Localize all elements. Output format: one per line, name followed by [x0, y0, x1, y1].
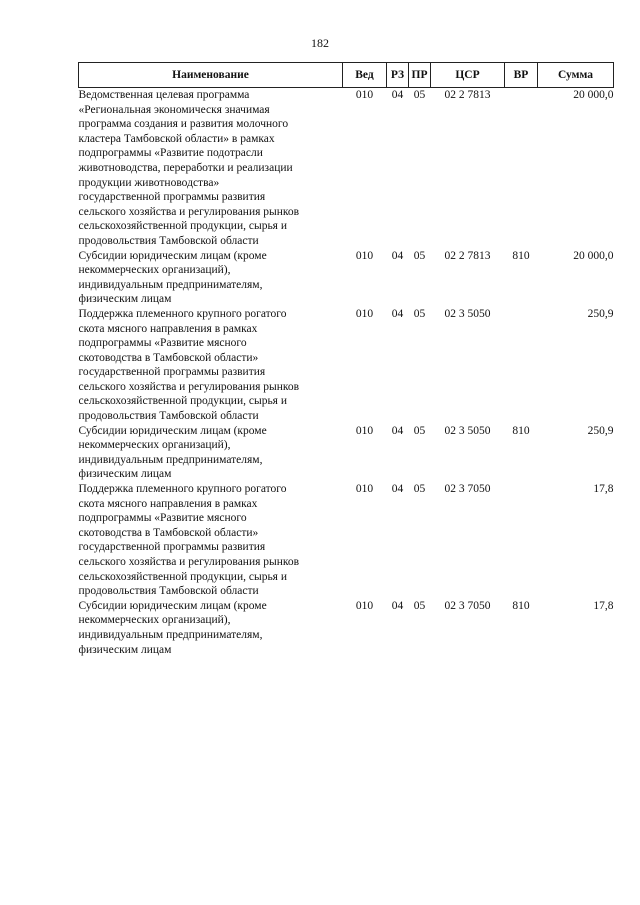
- row-name-line: скотоводства в Тамбовской области»: [78, 351, 259, 364]
- row-name-line: Субсидии юридическим лицам (кроме: [78, 599, 267, 612]
- row-name-cell: [79, 307, 343, 424]
- row-name-line: государственной программы развития: [78, 541, 266, 554]
- row-name-line: сельского хозяйства и регулирования рынков: [78, 205, 300, 218]
- row-name-line: индивидуальным предпринимателям,: [78, 628, 263, 641]
- row-vr-cell: [505, 88, 538, 249]
- row-sum-cell: 20 000,0: [573, 249, 614, 262]
- row-name-line: некоммерческих организаций),: [78, 264, 231, 277]
- budget-table: [78, 62, 614, 657]
- row-name-line: подпрограммы «Развитие мясного: [78, 337, 247, 350]
- row-ved-cell: 010: [355, 424, 374, 437]
- row-sum-cell: 17,8: [593, 599, 614, 612]
- row-rz-cell: 04: [391, 89, 404, 101]
- row-pr-cell: 05: [413, 424, 426, 437]
- row-csr-cell: 02 2 7813: [444, 249, 491, 262]
- table-row: [79, 424, 614, 482]
- row-sum-cell: 20 000,0: [573, 89, 614, 101]
- row-vr-cell: 810: [512, 424, 530, 437]
- row-name-line: некоммерческих организаций),: [78, 614, 231, 627]
- row-pr-cell: 05: [413, 307, 426, 320]
- row-name-line: сельского хозяйства и регулирования рынков: [78, 380, 300, 393]
- row-csr-cell: 02 3 7050: [444, 599, 491, 612]
- row-csr-cell: 02 2 7813: [444, 89, 491, 101]
- row-name-line: подпрограммы «Развитие мясного: [78, 512, 247, 525]
- row-rz-cell: 04: [391, 483, 404, 496]
- row-name-line: продовольствия Тамбовской области: [78, 585, 259, 598]
- row-sum-cell: 17,8: [593, 483, 614, 496]
- row-name-line: индивидуальным предпринимателям,: [78, 453, 263, 466]
- row-name-line: скотоводства в Тамбовской области»: [78, 526, 259, 539]
- row-ved-cell: 010: [355, 249, 374, 262]
- row-name-line: индивидуальным предпринимателям,: [78, 278, 263, 291]
- row-name-line: физическим лицам: [78, 293, 172, 306]
- table-row: [79, 599, 614, 657]
- row-ved-cell: 010: [355, 599, 374, 612]
- row-ved-cell: 010: [355, 307, 374, 320]
- row-name-line: Поддержка племенного крупного рогатого: [78, 483, 287, 496]
- row-name-line: подпрограммы «Развитие подотрасли: [78, 147, 263, 160]
- row-ved-cell: 010: [355, 89, 374, 101]
- row-pr-cell: 05: [413, 599, 426, 612]
- row-vr-cell: 810: [512, 599, 530, 612]
- row-vr-cell: [505, 482, 538, 599]
- row-name-line: продукции животноводства»: [78, 176, 220, 189]
- row-name-line: скота мясного направления в рамках: [78, 497, 258, 510]
- row-name-line: сельскохозяйственной продукции, сырья и: [78, 570, 288, 583]
- row-ved-cell: 010: [355, 483, 374, 496]
- row-rz-cell: 04: [391, 249, 404, 262]
- row-name-line: продовольствия Тамбовской области: [78, 410, 259, 423]
- row-rz-cell: 04: [391, 307, 404, 320]
- row-pr-cell: 05: [413, 89, 426, 101]
- row-pr-cell: 05: [413, 483, 426, 496]
- row-csr-cell: 02 3 5050: [444, 307, 491, 320]
- header-vr: ВР: [505, 63, 538, 88]
- row-name-line: некоммерческих организаций),: [78, 439, 231, 452]
- row-name-line: сельскохозяйственной продукции, сырья и: [78, 220, 288, 233]
- row-name-line: скота мясного направления в рамках: [78, 322, 258, 335]
- row-csr-cell: 02 3 5050: [444, 424, 491, 437]
- row-name-line: физическим лицам: [78, 468, 172, 481]
- row-name-line: Субсидии юридическим лицам (кроме: [78, 249, 267, 262]
- row-name-line: государственной программы развития: [78, 366, 266, 379]
- row-name-line: физическим лицам: [78, 643, 172, 656]
- row-vr-cell: [505, 307, 538, 424]
- row-name-cell: [79, 424, 343, 482]
- row-rz-cell: 04: [391, 599, 404, 612]
- row-name-line: сельскохозяйственной продукции, сырья и: [78, 395, 288, 408]
- row-name-cell: [79, 482, 343, 599]
- table-body: [79, 88, 614, 658]
- row-name-line: животноводства, переработки и реализации: [78, 161, 293, 174]
- row-name-line: Субсидии юридическим лицам (кроме: [78, 424, 267, 437]
- header-ved: Вед: [343, 63, 387, 88]
- row-vr-cell: 810: [512, 249, 530, 262]
- row-name-line: кластера Тамбовской области» в рамках: [78, 132, 275, 145]
- table-row: [79, 88, 614, 249]
- row-name-line: сельского хозяйства и регулирования рынков: [78, 556, 300, 568]
- row-sum-cell: 250,9: [587, 307, 614, 320]
- row-name-cell: [79, 249, 343, 307]
- row-name-line: Поддержка племенного крупного рогатого: [78, 307, 287, 320]
- table-row: [79, 482, 614, 599]
- header-name: Наименование: [79, 63, 343, 88]
- row-name-line: государственной программы развития: [78, 191, 266, 204]
- row-name-cell: [79, 88, 343, 249]
- page-number: 182: [311, 36, 329, 50]
- row-csr-cell: 02 3 7050: [444, 483, 491, 496]
- table-row: [79, 307, 614, 424]
- table-row: [79, 249, 614, 307]
- row-name-line: «Региональная экономическя значимая: [78, 103, 270, 116]
- header-csr: ЦСР: [431, 63, 505, 88]
- table-header-row: [79, 63, 614, 88]
- row-name-line: Ведомственная целевая программа: [78, 89, 250, 101]
- row-name-cell: [79, 599, 343, 657]
- row-sum-cell: 250,9: [587, 424, 614, 437]
- row-rz-cell: 04: [391, 424, 404, 437]
- header-sum: Сумма: [538, 63, 614, 88]
- header-rz: РЗ: [387, 63, 409, 88]
- row-pr-cell: 05: [413, 249, 426, 262]
- row-name-line: продовольствия Тамбовской области: [78, 234, 259, 247]
- header-pr: ПР: [409, 63, 431, 88]
- row-name-line: программа создания и развития молочного: [78, 118, 289, 131]
